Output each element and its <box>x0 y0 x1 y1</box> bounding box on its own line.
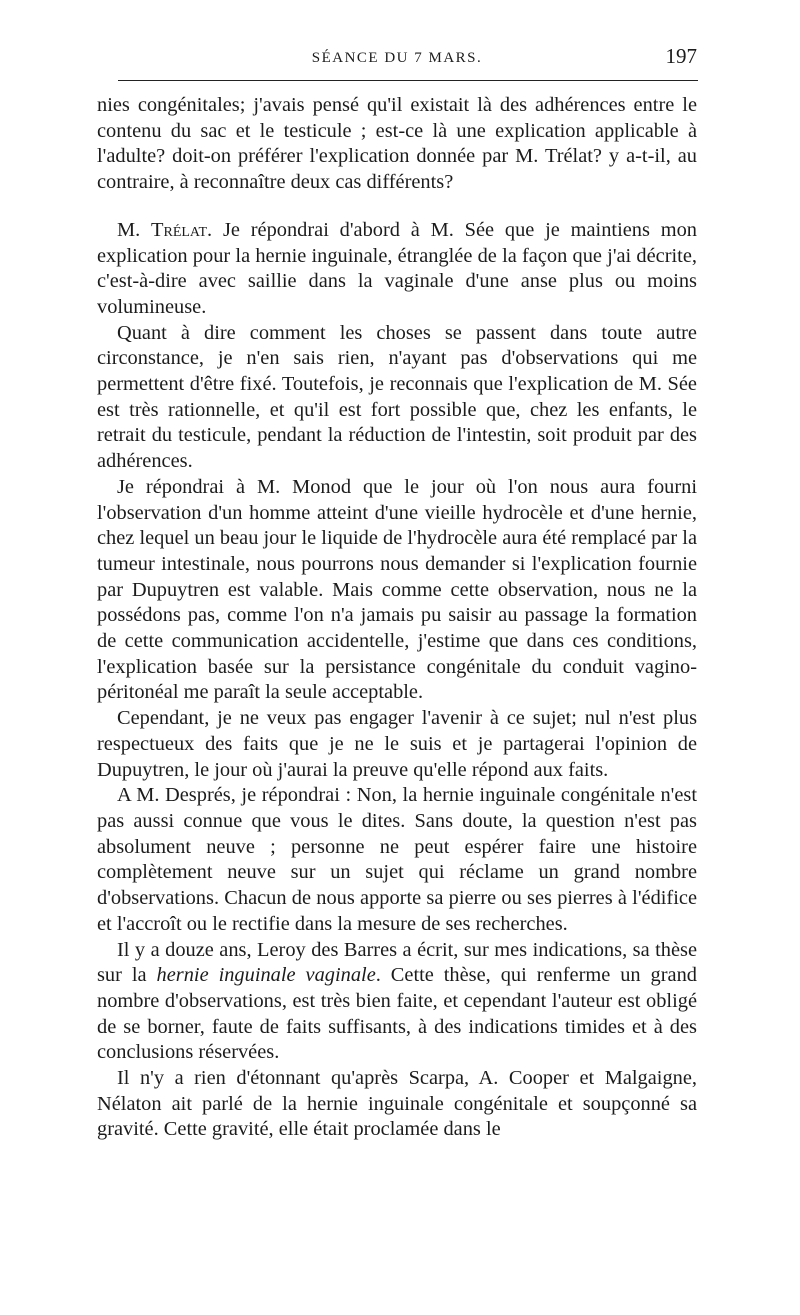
paragraph: Quant à dire comment les choses se passent dans toute autre circonstance, je n'en sais rien, n'ayant pas d'observations qui me permettent d'être fixé. Toutefois, je reconnais que l'explication de M. Sée est très rationnelle, et qu'il est fort possible que, chez les enfants, le retrait du testicule, pendant la réduction de l'intestin, soit produit par des adhérences. <box>97 321 697 473</box>
page-header <box>97 44 697 74</box>
paragraph-text: . Je répondrai d'abord à M. Sée que je maintiens mon explication pour la hernie inguinale, étranglée de la façon que j'ai décrite, c'est-à-dire avec saillie dans la vaginale d'une anse plus ou moins volumineuse. <box>97 218 697 318</box>
speaker-prefix: M. <box>117 218 152 241</box>
paragraph <box>97 938 697 1067</box>
paragraph-text: . Cette thèse, qui renferme un grand nombre d'observations, est très bien faite, et cependant l'auteur est obligé de se borner, faute de faits suffisants, à des indications timides et à des conclusions réservées. <box>97 964 697 1064</box>
thesis-title: hernie inguinale vaginale <box>156 964 376 987</box>
paragraph: A M. Després, je répondrai : Non, la hernie inguinale congénitale n'est pas aussi connue que vous le dites. Sans doute, la question n'est pas absolument neuve ; personne ne peut espérer faire une histoire complètement neuve sur un sujet qui réclame un grand nombre d'observations. Chacun de nous apporte sa pierre ou ses pierres à l'édifice et l'accroît ou le rectifie dans la mesure de ses recherches. <box>97 784 697 935</box>
paragraph: Cependant, je ne veux pas engager l'avenir à ce sujet; nul n'est plus respectueux des faits que je ne le suis et je partagerai l'opinion de Dupuytren, le jour où j'aurai la preuve qu'elle répond aux faits. <box>97 707 697 781</box>
paragraph: Il n'y a rien d'étonnant qu'après Scarpa, A. Cooper et Malgaigne, Nélaton ait parlé de la hernie inguinale congénitale et soupçonné sa gravité. Cette gravité, elle était proclamée dans le <box>97 1067 697 1141</box>
paragraph-text: Il y a douze ans, Leroy des Barres a écrit, sur mes indications, sa thèse sur la <box>97 938 697 987</box>
running-head: SÉANCE DU 7 MARS. <box>311 50 483 66</box>
body-text <box>97 93 697 1143</box>
paragraph-continuation: nies congénitales; j'avais pensé qu'il existait là des adhérences entre le contenu du sac et le testicule ; est-ce là une explication applicable à l'adulte? doit-on préférer l'explication donnée par M. Trélat? y a-t-il, au contraire, à reconnaître deux cas différents? <box>97 94 697 194</box>
speaker-name: Trélat <box>151 218 208 241</box>
paragraph: Je répondrai à M. Monod que le jour où l'on nous aura fourni l'observation d'un homme atteint d'une vieille hydrocèle et d'une hernie, chez lequel un beau jour le liquide de l'hydrocèle aura été remplacé par la tumeur intestinale, nous pourrons nous demander si l'explication fournie par Dupuytren est valable. Mais comme cette observation, nous ne la possédons pas, comme l'on n'a jamais pu saisir au passage la formation de cette communication accidentelle, j'estime que dans ces conditions, l'explication basée sur la persistance congénitale du conduit vagino-péritonéal me paraît la seule acceptable. <box>97 475 697 704</box>
page-number: 197 <box>665 44 697 68</box>
paragraph-trelat-reply <box>97 218 697 321</box>
header-rule <box>118 80 698 81</box>
